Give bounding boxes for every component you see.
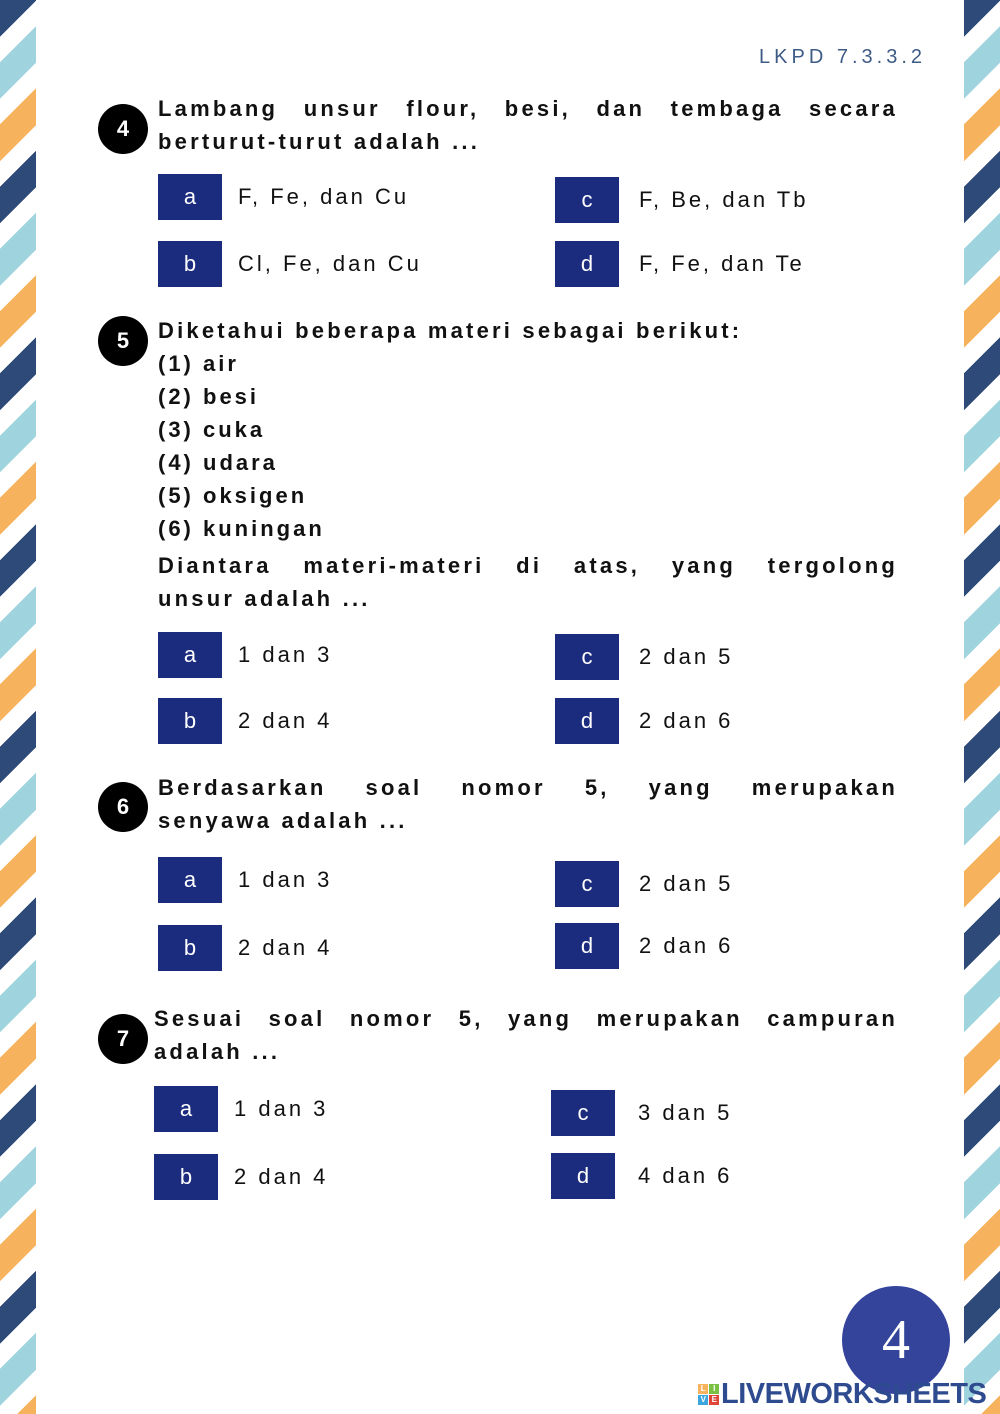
option-5b[interactable] bbox=[158, 698, 332, 744]
option-letter[interactable]: c bbox=[555, 861, 619, 907]
option-text: 2 dan 4 bbox=[238, 935, 333, 960]
question-line: Diantara materi-materi di atas, yang tergolong bbox=[158, 553, 898, 578]
option-letter[interactable]: c bbox=[551, 1090, 615, 1136]
option-letter[interactable]: b bbox=[154, 1154, 218, 1200]
option-text: 2 dan 5 bbox=[639, 644, 734, 669]
option-5a[interactable] bbox=[158, 632, 332, 678]
option-text: 1 dan 3 bbox=[238, 867, 333, 892]
option-5c[interactable] bbox=[555, 634, 733, 680]
liveworksheets-watermark bbox=[698, 1378, 986, 1411]
decorative-border-right bbox=[964, 0, 1000, 1414]
question-line: adalah ... bbox=[154, 1039, 281, 1064]
option-text: 3 dan 5 bbox=[638, 1100, 733, 1125]
question-line: Sesuai soal nomor 5, yang merupakan campuran bbox=[154, 1006, 898, 1031]
option-text: F, Fe, dan Te bbox=[639, 251, 805, 276]
option-letter[interactable]: d bbox=[555, 698, 619, 744]
question-text bbox=[154, 1002, 898, 1068]
list-item: (2) besi bbox=[158, 384, 260, 409]
question-5 bbox=[98, 314, 898, 615]
option-letter[interactable]: d bbox=[555, 923, 619, 969]
option-text: 4 dan 6 bbox=[638, 1163, 733, 1188]
question-7 bbox=[98, 1002, 898, 1068]
option-4b[interactable] bbox=[158, 241, 422, 287]
question-number-badge: 6 bbox=[98, 782, 148, 832]
option-text: Cl, Fe, dan Cu bbox=[238, 251, 422, 276]
option-text: 2 dan 4 bbox=[238, 708, 333, 733]
question-text bbox=[158, 92, 898, 158]
option-text: 2 dan 6 bbox=[639, 708, 734, 733]
worksheet-code: LKPD 7.3.3.2 bbox=[759, 46, 926, 68]
option-letter[interactable]: b bbox=[158, 698, 222, 744]
option-letter[interactable]: a bbox=[158, 174, 222, 220]
page-number-badge: 4 bbox=[842, 1286, 950, 1394]
option-7c[interactable] bbox=[551, 1090, 732, 1136]
option-6d[interactable] bbox=[555, 923, 733, 969]
question-text bbox=[158, 771, 898, 837]
material-list bbox=[158, 347, 898, 545]
liveworksheets-logo-icon: L I V E bbox=[698, 1384, 719, 1405]
option-7a[interactable] bbox=[154, 1086, 328, 1132]
watermark-text: LIVEWORKSHEETS bbox=[721, 1378, 987, 1410]
question-line: unsur adalah ... bbox=[158, 586, 371, 611]
question-4 bbox=[98, 92, 898, 158]
question-6 bbox=[98, 771, 898, 837]
option-4c[interactable] bbox=[555, 177, 808, 223]
option-4d[interactable] bbox=[555, 241, 805, 287]
option-6b[interactable] bbox=[158, 925, 332, 971]
option-letter[interactable]: d bbox=[555, 241, 619, 287]
question-line: Berdasarkan soal nomor 5, yang merupakan bbox=[158, 775, 898, 800]
option-text: 1 dan 3 bbox=[238, 642, 333, 667]
question-line: senyawa adalah ... bbox=[158, 808, 408, 833]
option-letter[interactable]: c bbox=[555, 177, 619, 223]
option-letter[interactable]: a bbox=[154, 1086, 218, 1132]
list-item: (5) oksigen bbox=[158, 483, 308, 508]
question-text bbox=[158, 314, 898, 347]
option-text: 2 dan 4 bbox=[234, 1164, 329, 1189]
option-7d[interactable] bbox=[551, 1153, 732, 1199]
option-text: F, Fe, dan Cu bbox=[238, 184, 410, 209]
list-item: (6) kuningan bbox=[158, 516, 325, 541]
option-text: F, Be, dan Tb bbox=[639, 187, 809, 212]
option-letter[interactable]: b bbox=[158, 241, 222, 287]
option-7b[interactable] bbox=[154, 1154, 328, 1200]
option-text: 2 dan 6 bbox=[639, 933, 734, 958]
option-text: 1 dan 3 bbox=[234, 1096, 329, 1121]
question-number-badge: 7 bbox=[98, 1014, 148, 1064]
option-letter[interactable]: b bbox=[158, 925, 222, 971]
option-5d[interactable] bbox=[555, 698, 733, 744]
question-closing bbox=[158, 549, 898, 615]
option-letter[interactable]: c bbox=[555, 634, 619, 680]
list-item: (4) udara bbox=[158, 450, 278, 475]
option-6a[interactable] bbox=[158, 857, 332, 903]
option-letter[interactable]: a bbox=[158, 857, 222, 903]
option-letter[interactable]: a bbox=[158, 632, 222, 678]
question-number-badge: 5 bbox=[98, 316, 148, 366]
list-item: (3) cuka bbox=[158, 417, 266, 442]
question-line: Diketahui beberapa materi sebagai berikut: bbox=[158, 318, 743, 343]
question-line: berturut-turut adalah ... bbox=[158, 129, 480, 154]
decorative-border-left bbox=[0, 0, 36, 1414]
option-text: 2 dan 5 bbox=[639, 871, 734, 896]
option-4a[interactable] bbox=[158, 174, 409, 220]
option-6c[interactable] bbox=[555, 861, 733, 907]
question-number-badge: 4 bbox=[98, 104, 148, 154]
question-line: Lambang unsur flour, besi, dan tembaga secara bbox=[158, 96, 898, 121]
option-letter[interactable]: d bbox=[551, 1153, 615, 1199]
list-item: (1) air bbox=[158, 351, 239, 376]
